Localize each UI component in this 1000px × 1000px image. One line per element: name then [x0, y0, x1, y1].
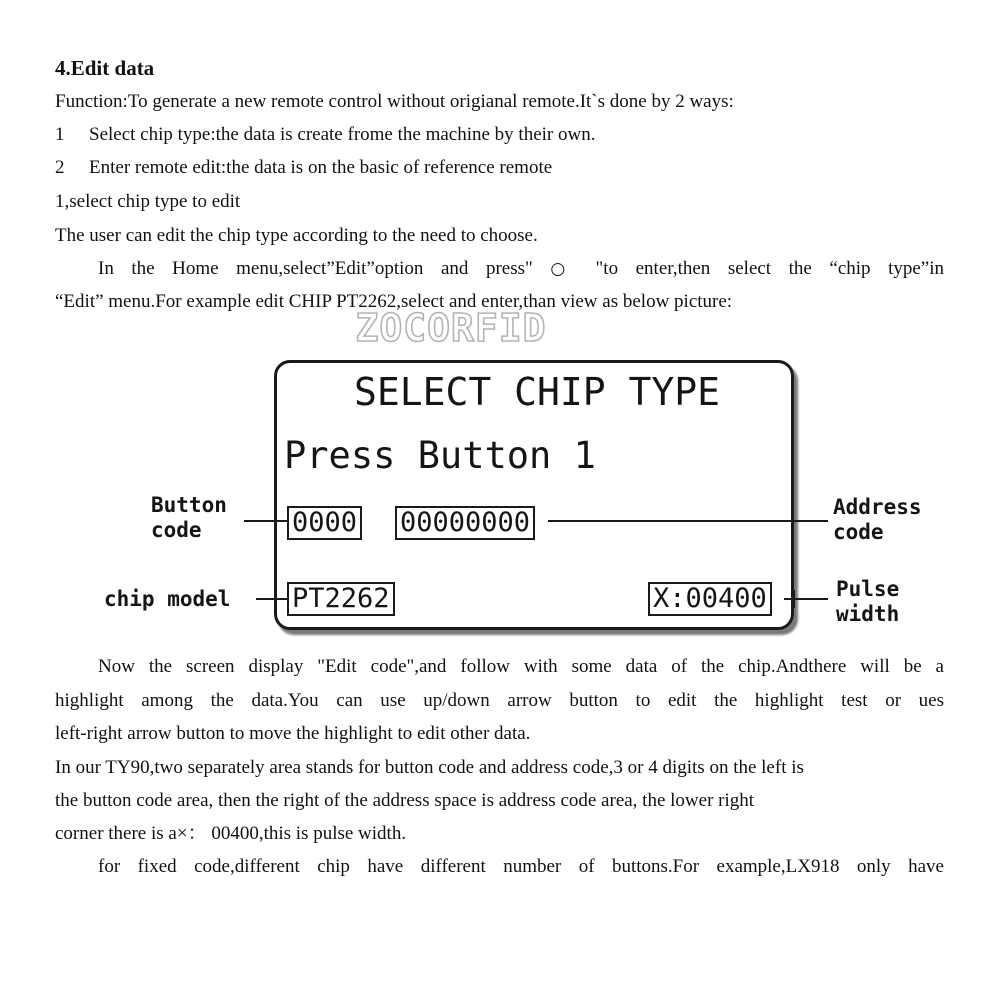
- way-number: 1: [55, 124, 65, 145]
- button-code-connector: [244, 520, 288, 522]
- way-item: [55, 124, 944, 146]
- address-code-label-line: code: [833, 520, 884, 544]
- button-code-label: [151, 493, 227, 543]
- circle-button-icon: ○: [550, 259, 578, 279]
- way-item: [55, 157, 944, 179]
- button-code-label-line: Button: [151, 493, 227, 517]
- body-line: highlight among the data.You can use up/down arrow button to edit the highlight test or ues: [55, 690, 944, 711]
- description-line: The user can edit the chip type according to the need to choose.: [55, 225, 538, 246]
- pulse-width-connector: [784, 598, 828, 600]
- pulse-width-connector-tick: [793, 590, 795, 608]
- body-line: left-right arrow button to move the highlight to edit other data.: [55, 723, 531, 744]
- screen-prompt: Press Button 1: [284, 434, 596, 477]
- button-code-label-line: code: [151, 518, 202, 542]
- chip-model-connector: [256, 598, 288, 600]
- button-code-connector-tick: [287, 512, 289, 530]
- watermark-logo: ZOCORFID: [355, 306, 547, 350]
- body-line: In our TY90,two separately area stands for button code and address code,3 or 4 digits on the left is: [55, 757, 804, 778]
- section-heading: 4.Edit data: [55, 56, 155, 80]
- address-code-label-line: Address: [833, 495, 922, 519]
- body-line: Now the screen display "Edit code",and follow with some data of the chip.Andthere will be a: [98, 656, 944, 677]
- way-text: Enter remote edit:the data is on the basic of reference remote: [89, 157, 553, 178]
- way-number: 2: [55, 157, 65, 178]
- address-code-connector: [548, 520, 828, 522]
- pulse-width-label-line: Pulse: [836, 577, 900, 601]
- way-text: Select chip type:the data is create frome the machine by their own.: [89, 124, 596, 145]
- home-menu-text: In the Home menu,select”Edit”option and press": [98, 258, 533, 279]
- home-menu-line-2: “Edit” menu.For example edit CHIP PT2262,select and enter,than view as below picture:: [55, 291, 733, 312]
- button-code-field: 0000: [287, 506, 362, 540]
- chip-model-connector-tick: [287, 590, 289, 608]
- chip-model-field: PT2262: [287, 582, 395, 616]
- address-code-label: [833, 495, 922, 545]
- body-line: the button code area, then the right of the address space is address code area, the lower right: [55, 790, 755, 811]
- address-code-field: 00000000: [395, 506, 535, 540]
- pulse-width-label: [836, 577, 899, 627]
- pulse-width-field: X:00400: [648, 582, 772, 616]
- home-menu-line: [55, 258, 944, 280]
- chip-model-label: chip model: [104, 587, 231, 611]
- subheading: 1,select chip type to edit: [55, 191, 241, 212]
- function-line: Function:To generate a new remote control without origianal remote.It`s done by 2 ways:: [55, 91, 734, 112]
- body-line: for fixed code,different chip have different number of buttons.For example,LX918 only have: [98, 856, 944, 877]
- body-line: corner there is a×： 00400,this is pulse width.: [55, 823, 407, 844]
- home-menu-text-cont: "to enter,then select the “chip type”in: [595, 258, 945, 279]
- pulse-width-label-line: width: [836, 602, 900, 626]
- screen-title: SELECT CHIP TYPE: [354, 370, 721, 414]
